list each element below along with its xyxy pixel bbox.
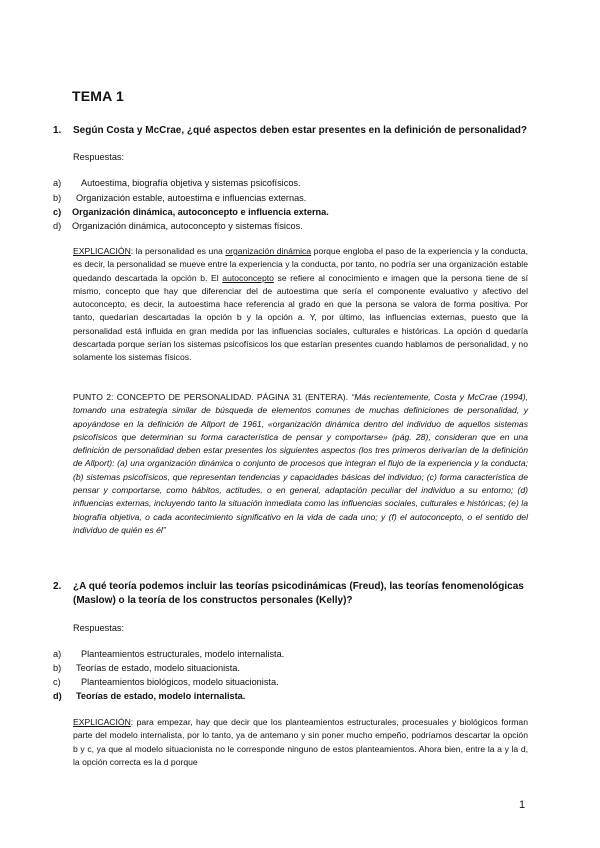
- question-1-number: 1.: [53, 125, 62, 136]
- reference-quote: “Más recientemente, Costa y McCrae (1994), tomando una estrategia similar de búsqueda de elementos comunes de muchas definiciones de personalidad, y apoyándose en la definición de Allport de 1961, «organización dinámica dentro del individuo de aquellos sistemas psicofísicos que determinan su forma característica de pensar y comportarse» (pág. 28), consideran que en una definición de personalidad deben estar presentes los siguientes aspectos (los tres primeros derivarían de la definición de Allport): (a) una organización dinámica o conjunto de procesos que integran el flujo de la experiencia y la conducta; (b) sistemas psicofísicos, que representan tendencias y capacidades básicas del individuo; (c) forma característica de pensar y comportarse, como hábitos, actitudes, o en general, adaptación peculiar del individuo a su entorno; (d) influencias externas, incluyendo tanto la situación inmediata como las influencias sociales, culturales e históricas; (e) la biografía objetiva, o cada acontecimiento significativo en la vida de cada uno; y (f) el autoconcepto, o el sentido del individuo de quién es él”: [73, 392, 528, 535]
- option-letter: b): [53, 193, 62, 203]
- explanation-label: EXPLICACIÓN: [73, 246, 131, 256]
- question-2-number: 2.: [53, 581, 62, 592]
- option-letter: b): [53, 663, 62, 673]
- question-1-reference: [73, 391, 528, 537]
- option-letter: c): [53, 677, 61, 687]
- explanation-underlined-term: autoconcepto: [222, 272, 274, 283]
- explanation-underlined-term: organización dinámica: [225, 246, 312, 256]
- option-text: Autoestima, biografía objetiva y sistemas psicofísicos.: [81, 178, 301, 188]
- question-1-answers-label: Respuestas:: [73, 152, 125, 162]
- explanation-text: porque engloba el paso de la experiencia y la conducta, es decir, la personalidad se mueve entre la experiencia y la conducta, por tanto, no podría ser una organización estable quedando descartada la opción b. El: [73, 246, 528, 283]
- page-title: TEMA 1: [72, 88, 125, 104]
- explanation-text: : la personalidad es una: [130, 246, 226, 256]
- option-text: Organización estable, autoestima e influencias externas.: [76, 193, 307, 203]
- question-1-explanation: [73, 245, 528, 365]
- explanation-text: : para empezar, hay que decir que los planteamientos estructurales, procesuales y biológicos forman parte del modelo internalista, por lo tanto, ya de antemano y sin poner mucho empeño, podríamos descartar la opción b y c, ya que al modelo situacionista no le corresponde ninguno de estos planteamientos. Ahora bien, entre la a y la d, la opción correcta es la d porque: [73, 717, 528, 767]
- option-letter: c): [53, 207, 62, 217]
- page-number: 1: [519, 799, 526, 811]
- option-text: Planteamientos estructurales, modelo internalista.: [81, 649, 285, 659]
- question-2-answers-label: Respuestas:: [73, 623, 125, 633]
- question-2-explanation: [73, 716, 528, 769]
- option-letter: d): [53, 221, 62, 231]
- option-letter: a): [53, 178, 62, 188]
- option-text: Organización dinámica, autoconcepto y sistemas físicos.: [72, 221, 303, 231]
- option-letter: d): [53, 691, 62, 701]
- option-text: Teorías de estado, modelo internalista.: [76, 691, 246, 701]
- explanation-label: EXPLICACIÓN: [73, 717, 131, 727]
- question-2-text: ¿A qué teoría podemos incluir las teorías psicodinámicas (Freud), las teorías fenomenológicas (Maslow) o la teoría de los constructos personales (Kelly)?: [73, 581, 524, 606]
- option-text: Organización dinámica, autoconcepto e influencia externa.: [72, 207, 329, 217]
- option-letter: a): [53, 649, 62, 659]
- reference-heading: PUNTO 2: CONCEPTO DE PERSONALIDAD. PÁGINA 31 (ENTERA).: [73, 392, 349, 402]
- option-text: Teorías de estado, modelo situacionista.: [76, 663, 240, 673]
- question-1-text: Según Costa y McCrae, ¿qué aspectos deben estar presentes en la definición de personalidad?: [73, 125, 528, 136]
- option-text: Planteamientos biológicos, modelo situacionista.: [81, 677, 279, 687]
- explanation-text: se refiere al conocimiento e imagen que la persona tiene de sí mismo, concepto que hay que diferenciar del de autoestima que sería el componente evaluativo y afectivo del autoconcepto, es decir, la autoestima hace referencia al grado en que la persona se valora de forma positiva. Por tanto, quedarían descartadas la opción b y la opción a. Y, por último, las influencias externas, puesto que la personalidad está influida en gran medida por las influencias sociales, culturales e históricas. La opción d quedaría descartada porque serían los sistemas psicofísicos los que estarían presentes cuando hablamos de personalidad, y no solamente los sistemas físicos.: [73, 272, 529, 363]
